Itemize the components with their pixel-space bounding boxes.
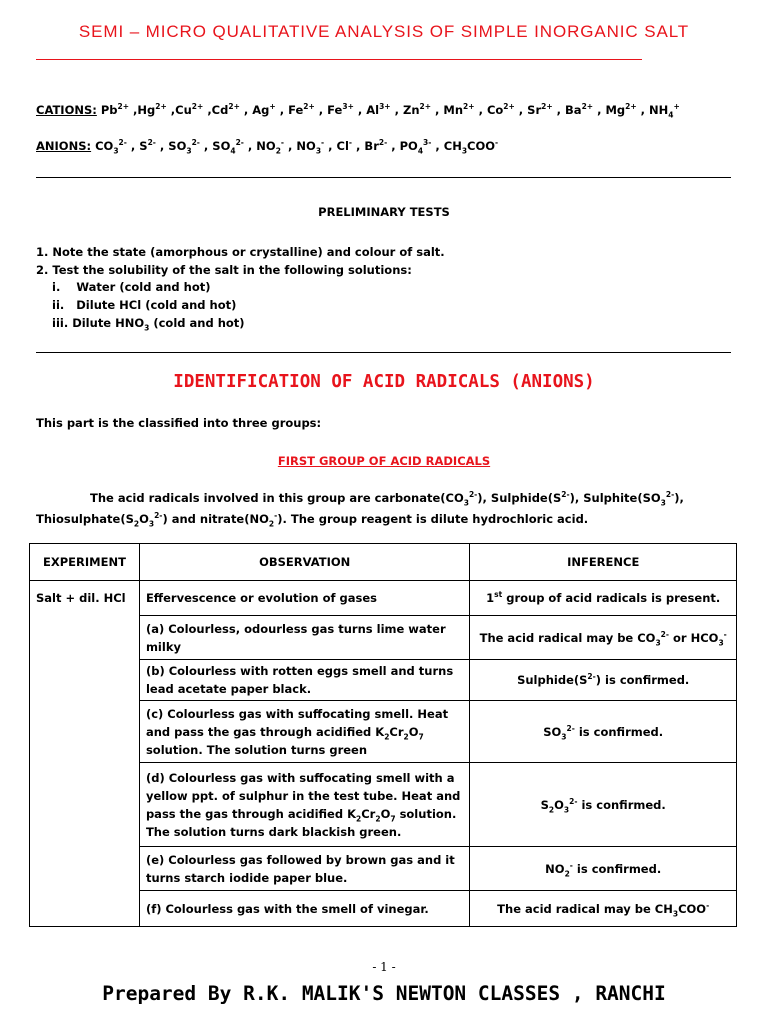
preliminary-item-2: 2. Test the solubility of the salt in the following solutions: [36, 263, 412, 277]
inference-cell: The acid radical may be $CO_3^{2-}$ or $HCO_3^-$ [470, 616, 737, 660]
observation-cell: (c) Colourless gas with suffocating smell. Heat and pass the gas through acidified $K_2Cr_2O_7$ solution. The solution turns green [139, 701, 469, 763]
preliminary-item-1: 1. Note the state (amorphous or crystalline) and colour of salt. [36, 245, 445, 259]
page-number: - 1 - [372, 960, 396, 974]
preliminary-heading: PRELIMINARY TESTS [318, 205, 450, 219]
preliminary-sub-i: i. Water (cold and hot) [52, 280, 211, 294]
divider [36, 352, 731, 353]
experiment-cell: Salt + dil. HCl [30, 581, 140, 927]
table-header-row [30, 544, 737, 581]
preliminary-sub-iii: iii. Dilute $HNO_3$ (cold and hot) [52, 316, 245, 333]
inference-cell: $S_2O_3^{2-}$ is confirmed. [470, 763, 737, 847]
inference-cell: 1st group of acid radicals is present. [470, 581, 737, 616]
intro-text: This part is the classified into three groups: [36, 416, 322, 430]
inference-cell: $Sulphide(S^{2-})$ is confirmed. [470, 660, 737, 701]
inference-cell: $NO_2^-$ is confirmed. [470, 847, 737, 891]
table-row [30, 581, 737, 616]
header-inference: INFERENCE [470, 544, 737, 581]
observation-cell: (b) Colourless with rotten eggs smell and turns lead acetate paper black. [139, 660, 469, 701]
experiment-table [29, 543, 737, 927]
group-heading: FIRST GROUP OF ACID RADICALS [277, 454, 491, 468]
divider [36, 177, 731, 178]
page-title: SEMI – MICRO QUALITATIVE ANALYSIS OF SIMPLE INORGANIC SALT [78, 22, 690, 41]
header-experiment: EXPERIMENT [30, 544, 140, 581]
inference-cell: $SO_3^{2-}$ is confirmed. [470, 701, 737, 763]
section-heading: IDENTIFICATION OF ACID RADICALS (ANIONS) [173, 372, 595, 392]
observation-cell: (f) Colourless gas with the smell of vinegar. [139, 891, 469, 927]
observation-cell: (a) Colourless, odourless gas turns lime water milky [139, 616, 469, 660]
cations-label: CATIONS: [36, 103, 97, 117]
group-description: The acid radicals involved in this group are $carbonate(CO_3^{2-})$, $Sulphide(S^{2-})$, $Sulphite(SO_3^{2-})$, $Thiosulphate(S_2O_3^{2-})$ and $nitrate(NO_2^-)$. The group reagent is dilute hydrochloric acid. [36, 490, 684, 529]
cations-line: CATIONS: $Pb^{2+}$ $,Hg^{2+}$ $,Cu^{2+}$ $,Cd^{2+}$ , Ag+ , $Fe^{2+}$ , $Fe^{3+}$ , $Al^{3+}$ , $Zn^{2+}$ , $Mn^{2+}$ , $Co^{2+}$ , $Sr^{2+}$ , $Ba^{2+}$ , $Mg^{2+}$ , $NH_4^+$ [36, 102, 680, 120]
observation-cell: Effervescence or evolution of gases [139, 581, 469, 616]
observation-cell: (d) Colourless gas with suffocating smell with a yellow ppt. of sulphur in the test tube. Heat and pass the gas through acidified $K_2Cr_2O_7$ solution. The solution turns dark blackish green. [139, 763, 469, 847]
header-observation: OBSERVATION [139, 544, 469, 581]
anions-label: ANIONS: [36, 139, 92, 153]
observation-cell: (e) Colourless gas followed by brown gas and it turns starch iodide paper blue. [139, 847, 469, 891]
footer-credit: Prepared By R.K. MALIK'S NEWTON CLASSES , RANCHI [102, 982, 666, 1005]
anions-line: ANIONS: $CO_3^{2-}$ , $S^{2-}$ , $SO_3^{2-}$ , $SO_4^{2-}$ , $NO_2^-$ , $NO_3^-$ , Cl- , $Br^{2-}$ , $PO_4^{3-}$ , $CH_3COO^-$ [36, 138, 499, 156]
title-underline [36, 59, 642, 60]
inference-cell: The acid radical may be $CH_3COO^-$ [470, 891, 737, 927]
preliminary-sub-ii: ii. Dilute HCl (cold and hot) [52, 298, 237, 312]
